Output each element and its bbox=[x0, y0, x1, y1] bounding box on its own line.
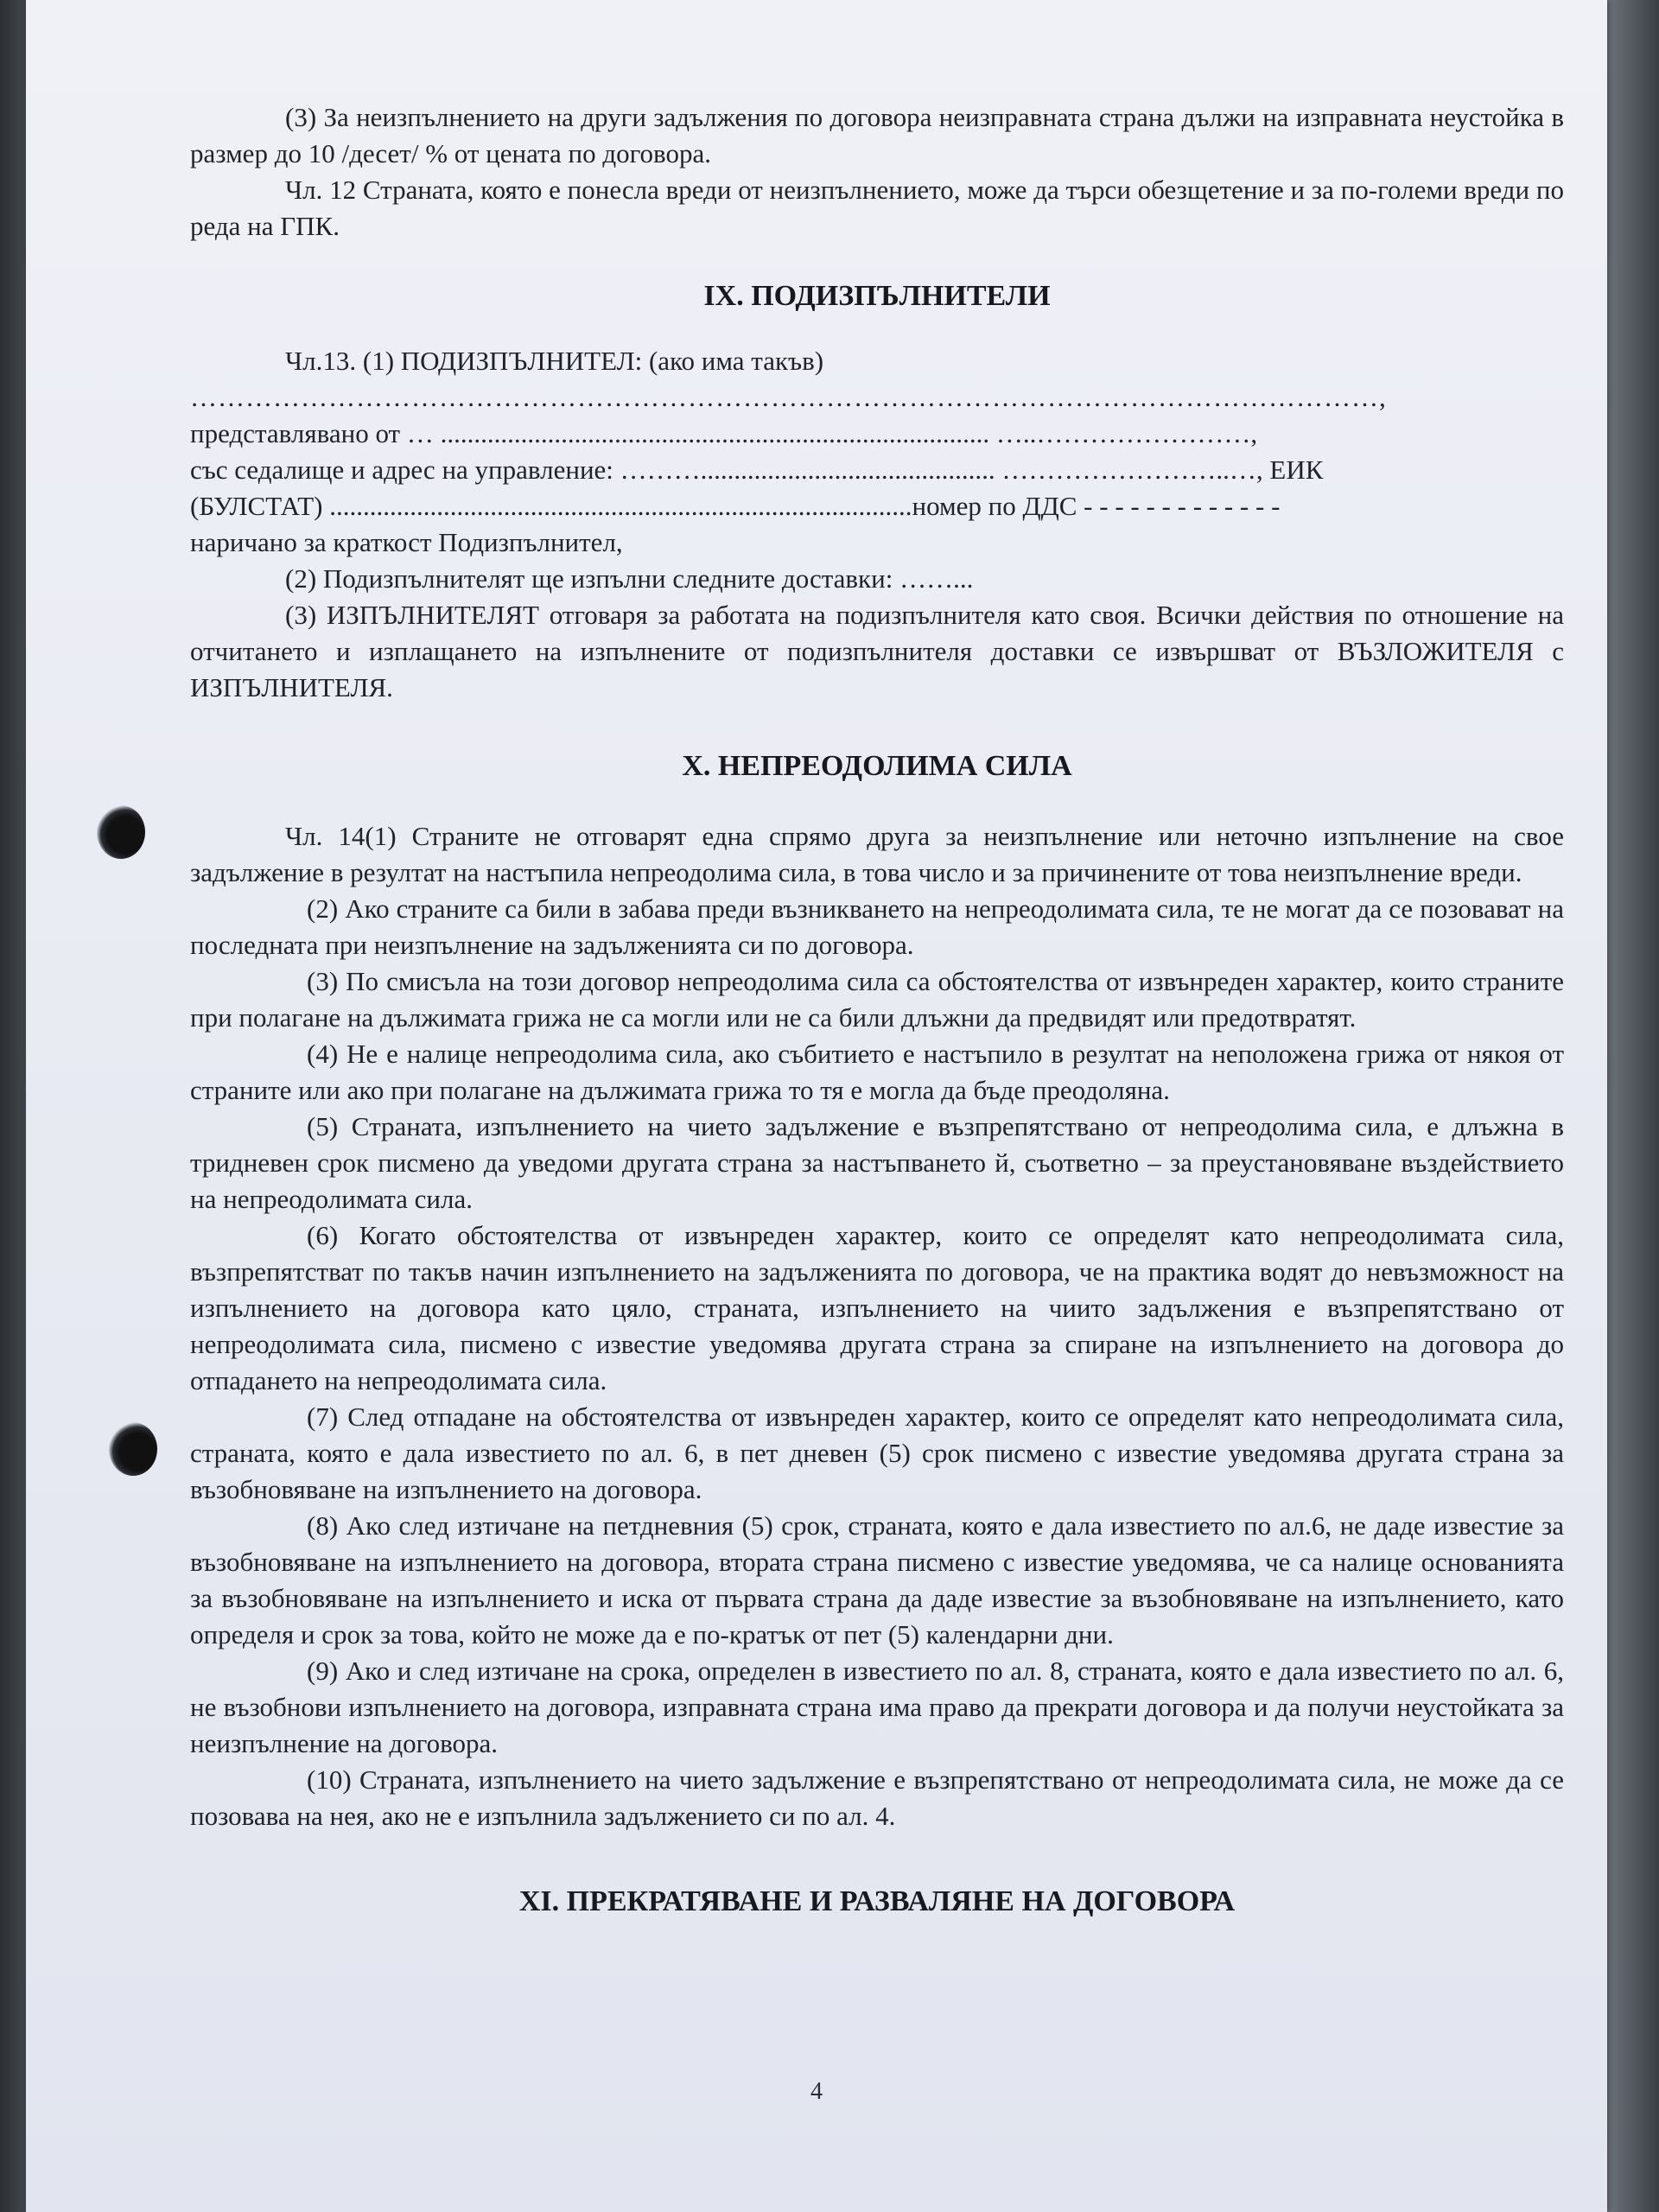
represented-by-line: представлявано от … .................................................................................. …..……………………, bbox=[190, 418, 1258, 448]
article-13-para-3: (3) ИЗПЪЛНИТЕЛЯТ отговаря за работата на подизпълнителя като своя. Всички действия по отношение на отчитането и изплащането на изпълнените от подизпълнителя доставки се извършват от ВЪЗЛОЖИТЕЛЯ с ИЗПЪЛНИТЕЛЯ. bbox=[190, 600, 1564, 702]
article-14-para-8: (8) Ако след изтичане на петдневния (5) срок, страната, която е дала известието по ал.6, не даде известие за възобновяване на изпълнението на договора, втората страна писмено с известие уведомява, че са налице основанията за възобновяване на изпълнението и иска от първата страна да даде известие за възобновяване на изпълнението, като определя и срок за това, който не може да е по-кратък от пет (5) календарни дни. bbox=[190, 1510, 1564, 1649]
article-14-para-9: (9) Ако и след изтичане на срока, определен в известието по ал. 8, страната, която е дала известието по ал. 6, не възобнови изпълнението на договора, изправната страна има право да прекрати договора и да получи неустойката за неизпълнение на договора. bbox=[190, 1656, 1564, 1758]
article-13-para-1: Чл.13. (1) ПОДИЗПЪЛНИТЕЛ: (ако има такъв) bbox=[285, 346, 824, 376]
article-14-para-3: (3) По смисъла на този договор непреодолима сила са обстоятелства от извънреден характер, които страните при полагане на дължимата грижа не са могли или не са били длъжни да предвидят или предотвратят. bbox=[190, 966, 1564, 1033]
article-14-para-4: (4) Не е налице непреодолима сила, ако събитието е настъпило в резултат на неположена грижа от някоя от страните или ако при полагане на дължимата грижа то тя е могла да бъде преодоляна. bbox=[190, 1039, 1564, 1105]
article-14-para-7: (7) След отпадане на обстоятелства от извънреден характер, които се определят като непреодолимата сила, страната, която е дала известието по ал. 6, в пет дневен (5) срок писмено с известие уведомява другата страна за възобновяване на изпълнението на договора. bbox=[190, 1402, 1564, 1504]
article-14-para-6: (6) Когато обстоятелства от извънреден характер, които се определят като непреодолимата сила, възпрепятстват по такъв начин изпълнението на задълженията по договора, че на практика водят до невъзможност на изпълнението на договора като цяло, страната, изпълнението на чиито задължения е възпрепятствано от непреодолимата сила, писмено с известие уведомява другата страна за спиране на изпълнението на договора до отпадането на непреодолимата сила. bbox=[190, 1220, 1564, 1395]
registered-seat-line: със седалище и адрес на управление: ………............................................ ……………………..…, ЕИК bbox=[190, 454, 1324, 485]
article-14-para-1: Чл. 14(1) Страните не отговарят една спрямо друга за неизпълнение или неточно изпълнение на свое задължение в резултат на настъпила непреодолима сила, в това число и за причинените от това неизпълнение вреди. bbox=[190, 821, 1564, 887]
article-14-para-2: (2) Ако страните са били в забава преди възникването на непреодолимата сила, те не могат да се позовават на последната при неизпълнение на задълженията си по договора. bbox=[190, 893, 1564, 960]
short-name-line: наричано за краткост Подизпълнител, bbox=[190, 527, 623, 557]
article-14-para-10: (10) Страната, изпълнението на чието задължение е възпрепятствано от непреодолимата сила, не може да се позовава на нея, ако не е изпълнила задължението си по ал. 4. bbox=[190, 1764, 1564, 1831]
punch-hole bbox=[109, 1422, 157, 1476]
document-page bbox=[26, 0, 1607, 2212]
page-number: 4 bbox=[810, 2078, 823, 2105]
article-14-para-5: (5) Страната, изпълнението на чието задължение е възпрепятствано от непреодолима сила, е длъжна в тридневен срок писмено да уведоми другата страна за настъпването й, съответно – за преустановяване въздействието на непреодолимата сила. bbox=[190, 1111, 1564, 1214]
penalty-paragraph: (3) За неизпълнението на други задължения по договора неизправната страна дължи на изправната неустойка в размер до 10 /десет/ % от цената по договора. bbox=[190, 102, 1564, 168]
page-content bbox=[190, 99, 1564, 1921]
section-heading-termination: XI. ПРЕКРАТЯВАНЕ И РАЗВАЛЯНЕ НА ДОГОВОРА bbox=[518, 1885, 1236, 1917]
section-heading-subcontractors: IX. ПОДИЗПЪЛНИТЕЛИ bbox=[703, 280, 1051, 312]
section-heading-force-majeure: X. НЕПРЕОДОЛИМА СИЛА bbox=[682, 750, 1072, 782]
article-12: Чл. 12 Страната, която е понесла вреди от неизпълнението, може да търси обезщетение и за по-големи вреди по реда на ГПК. bbox=[190, 175, 1564, 241]
blank-field-line: …………………………………………………………………………………………………………………, bbox=[190, 382, 1387, 412]
desk-background-right bbox=[1607, 0, 1659, 2212]
article-13-para-2: (2) Подизпълнителят ще изпълни следните доставки: ……... bbox=[285, 563, 974, 594]
bulstat-vat-line: (БУЛСТАТ) .......................................................................................номер по ДДС - - - - - - - - - - - - - bbox=[190, 491, 1281, 521]
punch-hole bbox=[97, 805, 145, 859]
